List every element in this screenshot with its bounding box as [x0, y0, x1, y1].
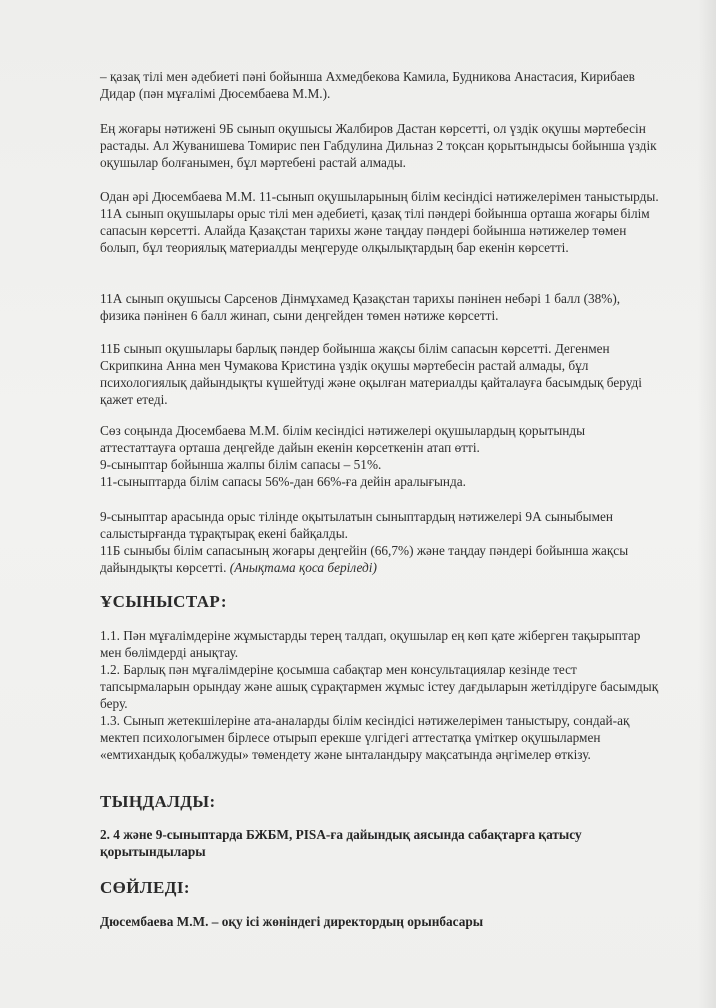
- paragraph-1: [100, 68, 660, 102]
- spoke-text: Дюсембаева М.М. – оқу ісі жөніндегі директордың орынбасары: [100, 914, 484, 929]
- listened-text: 2. 4 және 9-сыныптарда БЖБМ, PISA-ға дайындық аясында сабақтарға қатысу қорытындылары: [100, 827, 582, 859]
- paragraph-6-text-c: 11-сыныптарда білім сапасы 56%-дан 66%-ға дейін аралығында.: [100, 474, 467, 489]
- spoke-paragraph: [100, 913, 660, 930]
- paragraph-3-text: Одан әрі Дюсембаева М.М. 11-сынып оқушыларының білім кесіндісі нәтижелерімен таныстырды. 11А сынып оқушылары орыс тілі мен әдебиеті, қазақ тілі пәндері бойынша орташа жоғары білім сапасын көрсетті. Алайда Қазақстан тарихы және таңдау пәндері бойынша нәтижелер төмен болып, бұл теориялық материалды меңгеруде олқылықтардың бар екенін көрсетті.: [100, 189, 659, 255]
- recommendations-list: [100, 627, 660, 763]
- reference-note: (Анықтама қоса беріледі): [229, 560, 377, 575]
- recommendation-item: 1.2. Барлық пән мұғалімдеріне қосымша сабақтар мен консультациялар кезінде тест тапсырмаларын орындау және ашық сұрақтармен жұмыс істеу дағдыларын жетілдіруге басымдық беру.: [100, 662, 659, 711]
- spoke-heading: СӨЙЛЕДІ:: [100, 878, 190, 897]
- paragraph-4-text: 11А сынып оқушысы Сарсенов Дінмұхамед Қазақстан тарихы пәнінен небәрі 1 балл (38%), физика пәнінен 6 балл жинап, сыни деңгейден төмен нәтиже көрсетті.: [100, 291, 621, 323]
- scan-shadow: [698, 0, 716, 1008]
- listened-paragraph: [100, 826, 660, 860]
- paragraph-7-text-b-main: 11Б сыныбы білім сапасының жоғары деңгейін (66,7%) және таңдау пәндері бойынша жақсы дайындықты көрсетті.: [100, 543, 629, 575]
- paragraph-7: [100, 508, 660, 576]
- listened-heading: ТЫҢДАЛДЫ:: [100, 792, 216, 811]
- recommendation-item: 1.3. Сынып жетекшілеріне ата-аналарды білім кесіндісі нәтижелерімен таныстыру, сондай-ақ мектеп психологымен бірлесе отырып ерекше үлгідегі аттестатқа үміткер оқушылармен «емтихандық қобалжуды» төмендету және ынталандыру мақсатында әңгімелер өткізу.: [100, 713, 630, 762]
- paragraph-5: [100, 340, 660, 408]
- paragraph-6: [100, 422, 660, 490]
- paragraph-6-text-b: 9-сыныптар бойынша жалпы білім сапасы – 51%.: [100, 457, 382, 472]
- paragraph-7-text-a: 9-сыныптар арасында орыс тілінде оқытылатын сыныптардың нәтижелері 9А сыныбымен салыстырғанда тұрақтырақ екені байқалды.: [100, 509, 614, 541]
- recommendations-heading: ҰСЫНЫСТАР:: [100, 592, 227, 611]
- paragraph-2: [100, 120, 660, 171]
- paragraph-1-text: – қазақ тілі мен әдебиеті пәні бойынша Ахмедбекова Камила, Будникова Анастасия, Кирибаев Дидар (пән мұғалімі Дюсембаева М.М.).: [100, 69, 635, 101]
- paragraph-4: [100, 290, 660, 324]
- paragraph-2-text: Ең жоғары нәтижені 9Б сынып оқушысы Жалбиров Дастан көрсетті, ол үздік оқушы мәртебесін растады. Ал Жуванишева Томирис пен Габдулина Дильназ 2 тоқсан қорытындысы бойынша үздік оқушылар болғанымен, бұл мәртебені растай алмады.: [100, 121, 657, 170]
- recommendation-item: 1.1. Пән мұғалімдеріне жұмыстарды терең талдап, оқушылар ең көп қате жіберген тақырыптар мен бөлімдерді анықтау.: [100, 628, 641, 660]
- paragraph-7-text-b: [100, 542, 660, 576]
- paragraph-3: [100, 188, 660, 256]
- paragraph-6-text-a: Сөз соңында Дюсембаева М.М. білім кесіндісі нәтижелері оқушылардың қорытынды аттестаттауға орташа деңгейде дайын екенін көрсеткенін атап өтті.: [100, 423, 586, 455]
- paragraph-5-text: 11Б сынып оқушылары барлық пәндер бойынша жақсы білім сапасын көрсетті. Дегенмен Скрипкина Анна мен Чумакова Кристина үздік оқушы мәртебесін растай алмады, бұл психологиялық дайындықты күшейтуді және оқылған материалды қайталауға басымдық беруді қажет етеді.: [100, 341, 642, 407]
